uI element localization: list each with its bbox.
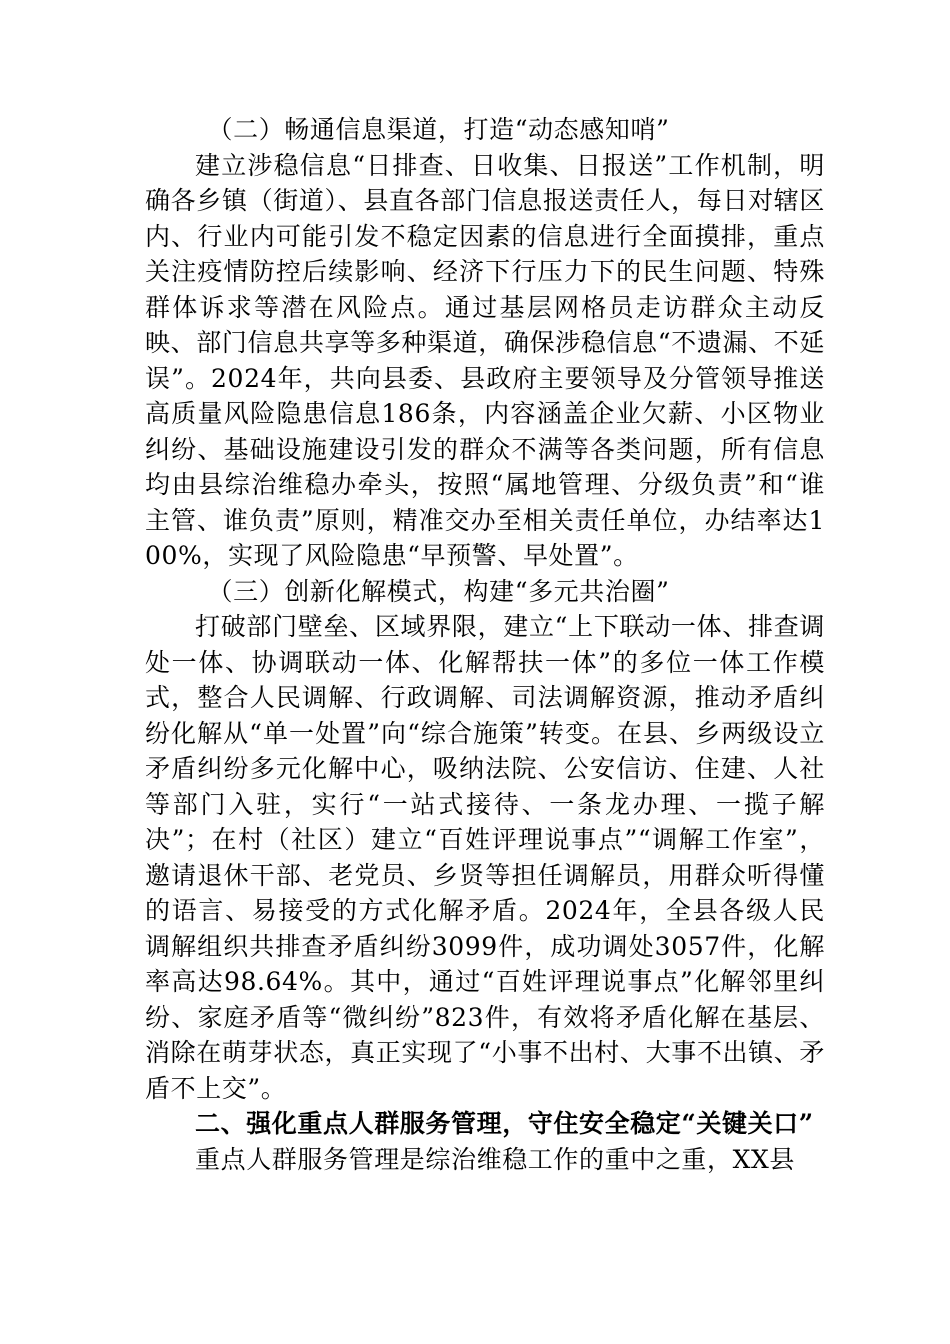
section-heading-resolution-model: （三）创新化解模式，构建“多元共治圈” [207, 576, 670, 606]
paragraph-resolution-model: 打破部门壁垒、区域界限，建立“上下联动一体、排查调处一体、协调联动一体、化解帮扶一体”的多位一体工作模式，整合人民调解、行政调解、司法调解资源，推动矛盾纠纷化解从“单一处置”向“综合施策”转变。在县、乡两级设立矛盾纠纷多元化解中心，吸纳法院、公安信访、住建、人社等部门入驻，实行“一站式接待、一条龙办理、一揽子解决”；在村（社区）建立“百姓评理说事点”“调解工作室”，邀请退休干部、老党员、乡贤等担任调解员，用群众听得懂的语言、易接受的方式化解矛盾。2024年，全县各级人民调解组织共排查矛盾纠纷3099件，成功调处3057件，化解率高达98.64%。其中，通过“百姓评理说事点”化解邻里纠纷、家庭矛盾等“微纠纷”823件，有效将矛盾化解在基层、消除在萌芽状态，真正实现了“小事不出村、大事不出镇、矛盾不上交”。 [145, 612, 825, 1103]
paragraph-info-mechanism: 建立涉稳信息“日排查、日收集、日报送”工作机制，明确各乡镇（街道）、县直各部门信息报送责任人，每日对辖区内、行业内可能引发不稳定因素的信息进行全面摸排，重点关注疫情防控后续影响、经济下行压力下的民生问题、特殊群体诉求等潜在风险点。通过基层网格员走访群众主动反映、部门信息共享等多种渠道，确保涉稳信息“不遗漏、不延误”。2024年，共向县委、县政府主要领导及分管领导推送高质量风险隐患信息186条，内容涵盖企业欠薪、小区物业纠纷、基础设施建设引发的群众不满等各类问题，所有信息均由县综治维稳办牵头，按照“属地管理、分级负责”和“谁主管、谁负责”原则，精准交办至相关责任单位，办结率达100%，实现了风险隐患“早预警、早处置”。 [145, 150, 825, 570]
paragraph-key-groups-intro: 重点人群服务管理是综治维稳工作的重中之重，XX县 [195, 1144, 795, 1174]
section-heading-info-channels: （二）畅通信息渠道，打造“动态感知哨” [207, 115, 670, 144]
part-heading-key-groups: 二、强化重点人群服务管理，守住安全稳定“关键关口” [195, 1109, 814, 1138]
document-page [145, 112, 825, 1177]
